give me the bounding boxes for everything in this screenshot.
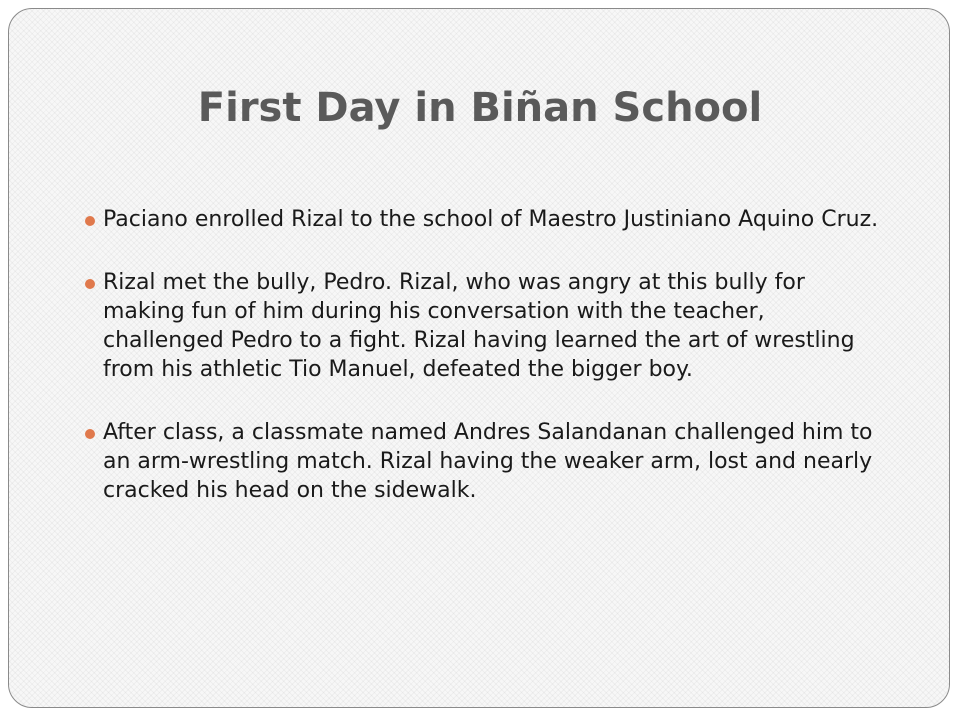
bullet-text: After class, a classmate named Andres Salandanan challenged him to an arm-wrestling match. Rizal having the weaker arm, lost and nearly cracked his head on the sidewalk. [103,420,873,503]
bullet-list [85,205,885,539]
bullet-dot-icon [85,279,95,289]
bullet-text: Rizal met the bully, Pedro. Rizal, who was angry at this bully for making fun of him during his conversation with the teacher, challenged Pedro to a fight. Rizal having learned the art of wrestling from his athletic Tio Manuel, defeated the bigger boy. [103,270,855,382]
bullet-dot-icon [85,429,95,439]
bullet-item [85,268,885,384]
bullet-dot-icon [85,216,95,226]
slide-frame [8,8,950,708]
bullet-item [85,205,885,234]
slide-title: First Day in Biñan School [197,85,763,131]
bullet-text: Paciano enrolled Rizal to the school of Maestro Justiniano Aquino Cruz. [103,207,879,232]
bullet-item [85,418,885,505]
